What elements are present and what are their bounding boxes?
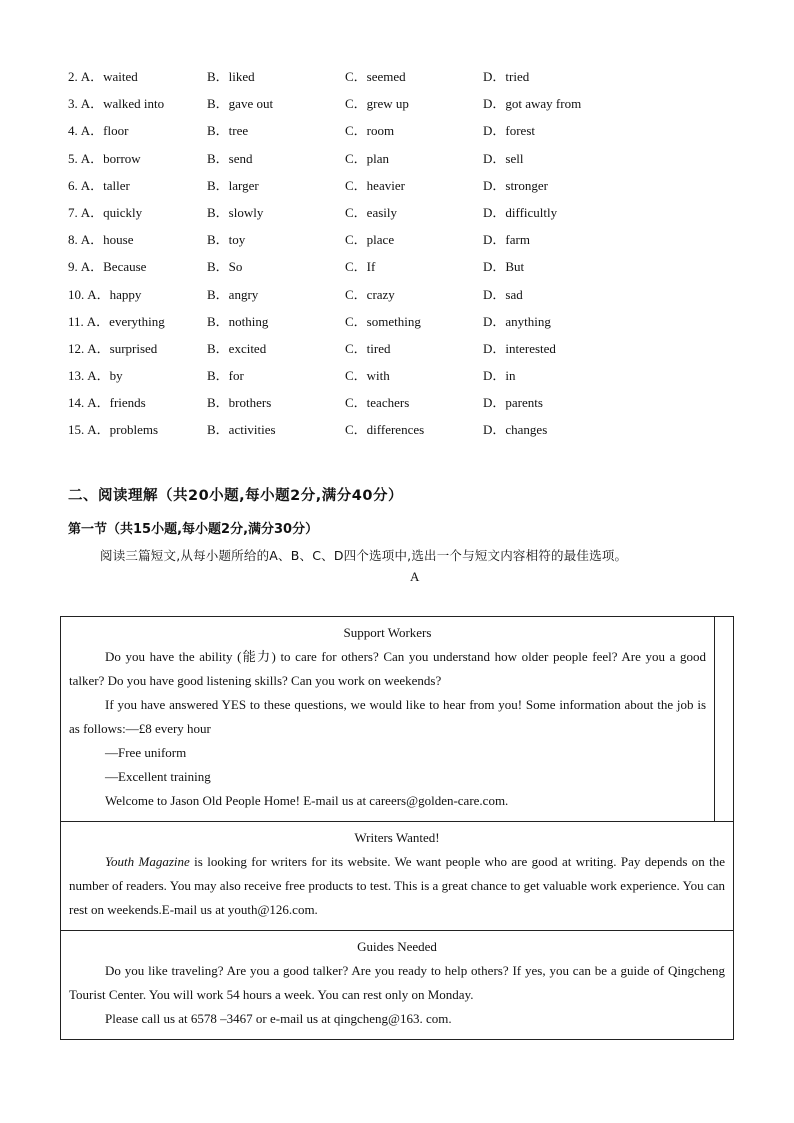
- option-c: [345, 231, 394, 249]
- question-number: 10.: [68, 286, 85, 302]
- option-c: [345, 367, 390, 385]
- ad-list-item: —Excellent training: [105, 769, 211, 784]
- question-number: 15.: [68, 422, 85, 438]
- option-letter: D．: [483, 286, 506, 302]
- option-letter: A．: [87, 395, 110, 411]
- option-text: waited: [103, 69, 138, 84]
- option-text: happy: [109, 286, 142, 302]
- option-letter: B．: [207, 123, 229, 139]
- question-row: [68, 95, 728, 122]
- option-a: [68, 95, 164, 113]
- option-letter: C．: [345, 177, 367, 193]
- option-d: [483, 122, 535, 140]
- option-text: sad: [505, 286, 523, 302]
- option-text: with: [366, 368, 390, 384]
- option-d: [483, 231, 530, 249]
- option-letter: C．: [345, 368, 367, 384]
- ad-support-workers: [61, 617, 715, 822]
- ad-paragraph: If you have answered YES to these questions, we would like to hear from you! Some information about the job is as follows:—£8 every hour: [69, 697, 706, 736]
- passage-letter: A: [410, 569, 420, 584]
- option-letter: A．: [80, 204, 104, 220]
- option-a: [68, 286, 141, 304]
- option-letter: C．: [345, 395, 367, 411]
- option-c: [345, 313, 421, 331]
- option-text: borrow: [103, 150, 141, 166]
- option-text: stronger: [505, 177, 548, 193]
- option-b: [207, 204, 263, 222]
- option-text: sell: [505, 150, 524, 166]
- option-text: everything: [109, 313, 165, 329]
- ad-guides-needed: [61, 931, 733, 1039]
- option-d: [483, 421, 547, 439]
- option-text: brothers: [228, 395, 272, 411]
- option-letter: D．: [483, 204, 506, 220]
- option-d: [483, 286, 523, 304]
- option-text: larger: [228, 177, 259, 193]
- cloze-options: [68, 68, 728, 449]
- option-letter: B．: [207, 232, 229, 248]
- option-letter: D．: [483, 232, 506, 248]
- option-a: [68, 421, 158, 439]
- option-letter: A．: [87, 340, 110, 356]
- option-letter: C．: [345, 69, 367, 84]
- question-number: 2.: [68, 69, 78, 84]
- option-letter: B．: [207, 422, 229, 438]
- question-number: 8.: [68, 232, 78, 248]
- option-d: [483, 340, 556, 358]
- option-letter: C．: [345, 204, 367, 220]
- option-d: [483, 204, 557, 222]
- option-letter: C．: [345, 313, 367, 329]
- option-letter: B．: [207, 259, 229, 275]
- ad-paragraph: Do you like traveling? Are you a good talker? Are you ready to help others? If yes, you can be a guide of Qingcheng Tourist Center. You will work 54 hours a week. You can rest only on Monday.: [69, 963, 725, 1002]
- option-text: seemed: [366, 69, 406, 84]
- option-letter: A．: [87, 368, 110, 384]
- option-text: toy: [228, 232, 246, 248]
- option-text: crazy: [366, 286, 395, 302]
- option-c: [345, 122, 394, 140]
- option-letter: D．: [483, 150, 506, 166]
- question-row: [68, 340, 728, 367]
- ad-title: Writers Wanted!: [354, 830, 440, 845]
- option-text: anything: [505, 313, 551, 329]
- question-number: 3.: [68, 96, 78, 112]
- option-letter: D．: [483, 313, 506, 329]
- ad-paragraph: Do you have the ability (能力) to care for others? Can you understand how older people feel? Are you a good talker? Do you have good listening skills? Can you work on weekends?: [69, 649, 706, 688]
- option-text: excited: [228, 340, 267, 356]
- question-number: 7.: [68, 204, 78, 220]
- question-row: [68, 313, 728, 340]
- option-letter: A．: [80, 232, 104, 248]
- option-letter: B．: [207, 204, 229, 220]
- option-letter: A．: [80, 150, 104, 166]
- option-b: [207, 258, 242, 276]
- option-text: heavier: [366, 177, 405, 193]
- option-letter: B．: [207, 368, 229, 384]
- question-number: 4.: [68, 123, 78, 139]
- ad-contact: Please call us at 6578 –3467 or e-mail us at qingcheng@163. com.: [105, 1011, 452, 1026]
- option-text: send: [228, 150, 253, 166]
- option-d: [483, 258, 524, 276]
- question-row: [68, 394, 728, 421]
- option-b: [207, 367, 244, 385]
- option-letter: A．: [80, 177, 104, 193]
- option-letter: B．: [207, 69, 229, 84]
- option-b: [207, 95, 273, 113]
- question-row: [68, 150, 728, 177]
- option-text: Because: [103, 259, 147, 275]
- option-text: got away from: [505, 96, 582, 112]
- question-row: [68, 367, 728, 394]
- option-letter: A．: [87, 422, 110, 438]
- option-d: [483, 150, 523, 168]
- option-a: [68, 340, 157, 358]
- option-letter: A．: [80, 123, 104, 139]
- option-text: place: [366, 232, 395, 248]
- ad-contact: Welcome to Jason Old People Home! E-mail us at careers@golden-care.com.: [105, 793, 509, 808]
- question-row: [68, 204, 728, 231]
- question-row: [68, 421, 728, 448]
- subsection-title: 第一节（共15小题,每小题2分,满分30分）: [68, 522, 319, 537]
- option-b: [207, 286, 258, 304]
- option-text: quickly: [103, 204, 143, 220]
- option-letter: C．: [345, 422, 367, 438]
- option-c: [345, 204, 397, 222]
- option-letter: C．: [345, 340, 367, 356]
- option-c: [345, 68, 406, 86]
- ad-text: is looking for writers for its website. We want people who are good at writing. Pay depends on the number of readers. You may also receive free products to test. This is a great chance to get valuable work experience. You can rest on weekends.E-mail us at youth@126.com.: [69, 854, 725, 917]
- option-letter: B．: [207, 313, 229, 329]
- option-text: activities: [228, 422, 276, 438]
- option-a: [68, 231, 133, 249]
- option-text: So: [228, 259, 243, 275]
- question-number: 9.: [68, 259, 78, 275]
- question-row: [68, 68, 728, 95]
- option-a: [68, 394, 146, 412]
- option-letter: B．: [207, 177, 229, 193]
- option-letter: A．: [80, 69, 104, 84]
- option-text: nothing: [228, 313, 269, 329]
- option-text: taller: [103, 177, 130, 193]
- option-text: surprised: [109, 340, 158, 356]
- option-text: difficultly: [505, 204, 558, 220]
- option-b: [207, 150, 253, 168]
- ad-list-item: —Free uniform: [105, 745, 187, 760]
- option-d: [483, 367, 516, 385]
- option-text: gave out: [228, 96, 274, 112]
- option-a: [68, 258, 146, 276]
- option-text: tired: [366, 340, 391, 356]
- option-text: problems: [109, 422, 159, 438]
- option-text: plan: [366, 150, 390, 166]
- option-c: [345, 286, 395, 304]
- option-text: something: [366, 313, 421, 329]
- option-text: angry: [228, 286, 259, 302]
- table-side-cell: [715, 616, 733, 822]
- option-text: differences: [366, 422, 425, 438]
- option-letter: C．: [345, 150, 367, 166]
- option-c: [345, 421, 424, 439]
- option-a: [68, 122, 128, 140]
- instructions: 阅读三篇短文,从每小题所给的A、B、C、D四个选项中,选出一个与短文内容相符的最佳选项。: [100, 548, 628, 563]
- option-text: tried: [505, 69, 530, 84]
- option-letter: A．: [86, 313, 110, 329]
- option-text: by: [109, 368, 123, 384]
- option-letter: C．: [345, 96, 367, 112]
- option-text: for: [228, 368, 244, 384]
- option-letter: C．: [345, 123, 367, 139]
- question-row: [68, 177, 728, 204]
- question-row: [68, 231, 728, 258]
- option-text: But: [505, 259, 525, 275]
- option-b: [207, 177, 259, 195]
- option-letter: D．: [483, 340, 506, 356]
- question-number: 12.: [68, 340, 85, 356]
- option-c: [345, 394, 409, 412]
- option-text: room: [366, 123, 395, 139]
- option-text: changes: [505, 422, 548, 438]
- option-d: [483, 394, 543, 412]
- option-text: house: [103, 232, 134, 248]
- option-b: [207, 122, 248, 140]
- option-letter: A．: [80, 259, 104, 275]
- ad-writers-wanted: [61, 822, 733, 931]
- option-a: [68, 367, 123, 385]
- option-a: [68, 177, 130, 195]
- option-letter: C．: [345, 232, 367, 248]
- option-b: [207, 313, 268, 331]
- ad-title: Support Workers: [343, 625, 432, 640]
- option-text: If: [366, 259, 376, 275]
- option-letter: B．: [207, 96, 229, 112]
- option-d: [483, 68, 529, 86]
- option-a: [68, 313, 165, 331]
- option-text: tree: [228, 123, 249, 139]
- question-number: 14.: [68, 395, 85, 411]
- option-c: [345, 177, 405, 195]
- option-letter: D．: [483, 368, 506, 384]
- option-text: grew up: [366, 96, 409, 112]
- option-text: forest: [505, 123, 535, 139]
- option-text: in: [505, 368, 516, 384]
- option-text: liked: [228, 69, 255, 84]
- option-letter: D．: [483, 177, 506, 193]
- option-a: [68, 204, 142, 222]
- option-b: [207, 231, 245, 249]
- option-letter: D．: [483, 69, 506, 84]
- ad-paragraph: [69, 850, 725, 922]
- option-letter: B．: [207, 395, 229, 411]
- option-letter: B．: [207, 286, 229, 302]
- option-c: [345, 95, 409, 113]
- option-b: [207, 340, 266, 358]
- ads-table: [60, 616, 734, 1040]
- option-letter: C．: [345, 259, 367, 275]
- section-title: 二、阅读理解（共20小题,每小题2分,满分40分）: [68, 488, 403, 504]
- option-text: parents: [505, 395, 543, 411]
- option-letter: A．: [80, 96, 104, 112]
- option-text: easily: [366, 204, 397, 220]
- option-d: [483, 177, 548, 195]
- option-text: farm: [505, 232, 530, 248]
- ad-title: Guides Needed: [357, 939, 437, 954]
- option-a: [68, 150, 141, 168]
- option-text: slowly: [228, 204, 264, 220]
- option-letter: B．: [207, 340, 229, 356]
- option-text: walked into: [103, 96, 165, 112]
- question-row: [68, 258, 728, 285]
- option-d: [483, 313, 551, 331]
- option-letter: D．: [483, 259, 506, 275]
- option-d: [483, 95, 581, 113]
- option-text: floor: [103, 123, 129, 139]
- option-letter: B．: [207, 150, 229, 166]
- option-letter: D．: [483, 123, 506, 139]
- question-number: 13.: [68, 368, 85, 384]
- option-b: [207, 421, 276, 439]
- option-text: interested: [505, 340, 556, 356]
- option-letter: D．: [483, 96, 506, 112]
- option-b: [207, 394, 271, 412]
- option-b: [207, 68, 255, 86]
- option-text: teachers: [366, 395, 410, 411]
- option-letter: D．: [483, 395, 506, 411]
- option-c: [345, 150, 389, 168]
- option-c: [345, 258, 375, 276]
- question-number: 5.: [68, 150, 78, 166]
- option-c: [345, 340, 391, 358]
- option-a: [68, 68, 138, 86]
- question-number: 6.: [68, 177, 78, 193]
- option-letter: A．: [87, 286, 110, 302]
- option-text: friends: [109, 395, 146, 411]
- question-row: [68, 122, 728, 149]
- question-row: [68, 286, 728, 313]
- option-letter: D．: [483, 422, 506, 438]
- magazine-name: Youth Magazine: [105, 854, 190, 869]
- question-number: 11.: [68, 313, 84, 329]
- option-letter: C．: [345, 286, 367, 302]
